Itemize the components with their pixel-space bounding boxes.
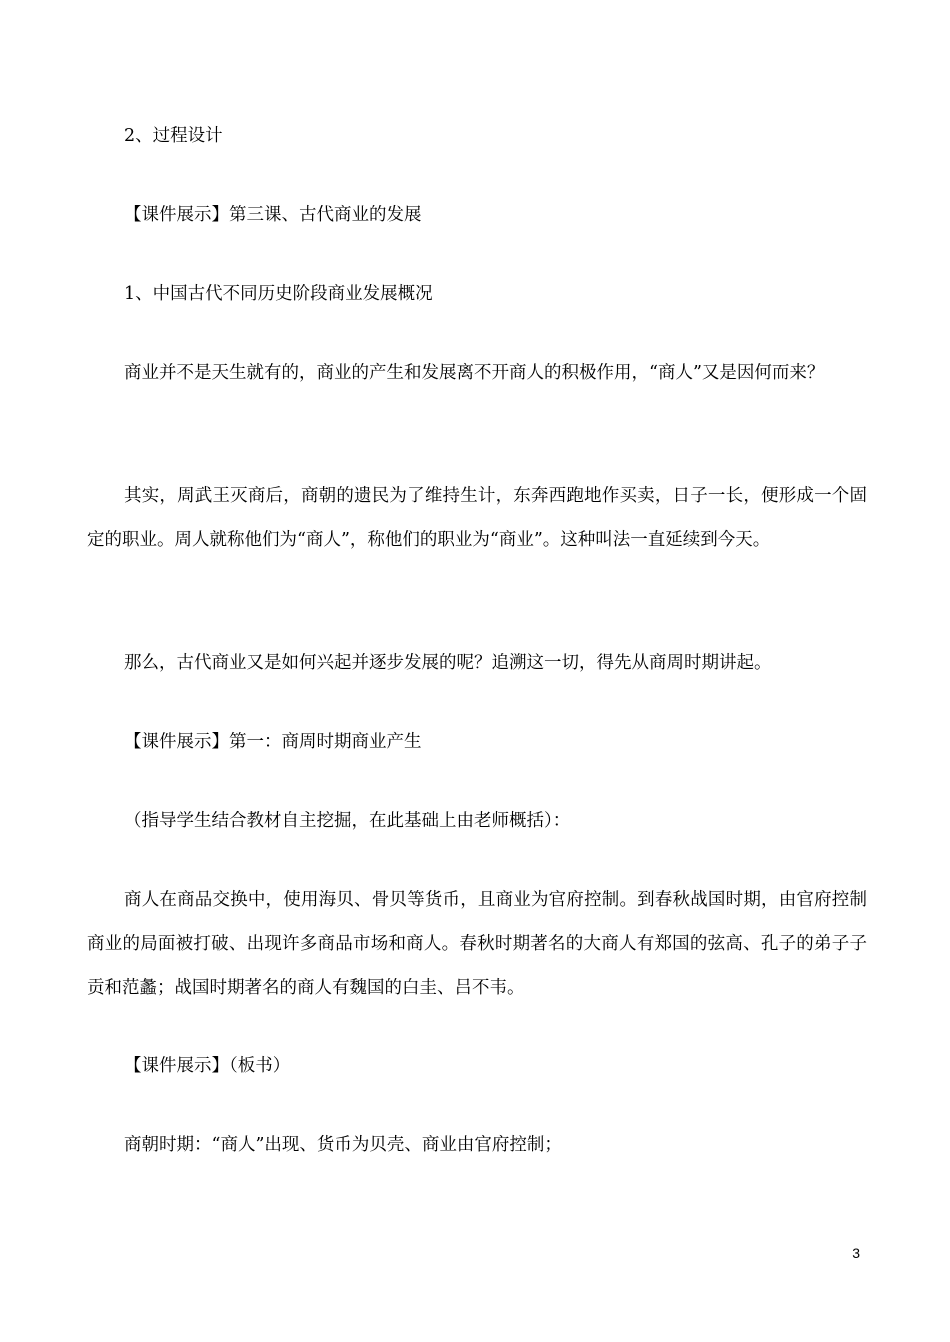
subsection-heading-overview: 1、中国古代不同历史阶段商业发展概况 <box>124 284 433 304</box>
paragraph-origin-of-merchants: 其实，周武王灭商后，商朝的遗民为了维持生计，东奔西跑地作买卖，日子一长，便形成一个固定的职业。周人就称他们为“商人”，称他们的职业为“商业”。这种叫法一直延续到今天。 <box>87 486 867 550</box>
courseware-lesson-title: 【课件展示】第三课、古代商业的发展 <box>124 205 422 225</box>
page-number: 3 <box>852 1245 860 1261</box>
paragraph-transition: 那么，古代商业又是如何兴起并逐步发展的呢？追溯这一切，得先从商周时期讲起。 <box>124 653 772 673</box>
paragraph-shang-dynasty-summary: 商朝时期：“商人”出现、货币为贝壳、商业由官府控制； <box>124 1135 562 1155</box>
paragraph-intro-question: 商业并不是天生就有的，商业的产生和发展离不开商人的积极作用，“商人”又是因何而来？ <box>124 363 825 383</box>
paragraph-teaching-instruction: （指导学生结合教材自主挖掘，在此基础上由老师概括）： <box>124 811 571 831</box>
section-heading-process-design: 2、过程设计 <box>124 126 223 146</box>
courseware-blackboard-label: 【课件展示】（板书） <box>124 1056 291 1076</box>
paragraph-shang-zhou-commerce: 商人在商品交换中，使用海贝、骨贝等货币，且商业为官府控制。到春秋战国时期，由官府控制商业的局面被打破、出现许多商品市场和商人。春秋时期著名的大商人有郑国的弦高、孔子的弟子子贡和范蠡；战国时期著名的商人有魏国的白圭、吕不韦。 <box>87 890 867 998</box>
courseware-part-one-title: 【课件展示】第一：商周时期商业产生 <box>124 732 422 752</box>
